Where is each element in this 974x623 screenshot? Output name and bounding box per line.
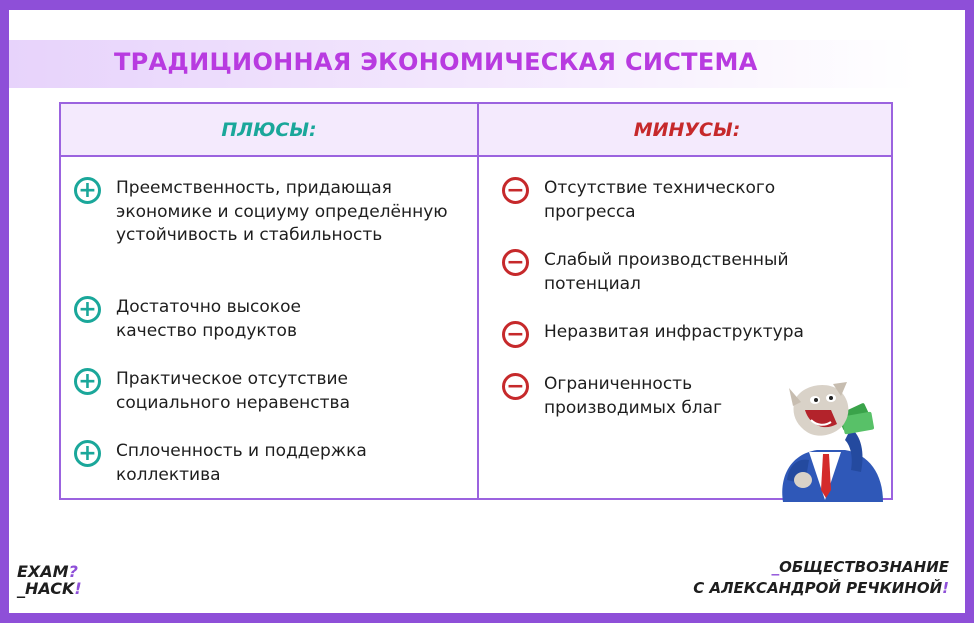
minus-icon: − [502, 249, 529, 276]
footer-mark: ! [942, 579, 949, 597]
mascot-illustration [765, 380, 889, 502]
plus-icon: + [74, 296, 101, 323]
minus-icon: − [502, 321, 529, 348]
column-divider [477, 104, 479, 498]
cons-item-text: Отсутствие технического прогресса [544, 178, 776, 222]
pros-item-text: Сплоченность и поддержка коллектива [116, 441, 367, 485]
pros-item [74, 177, 466, 248]
logo-line1: EXAM [17, 562, 69, 581]
logo-line2: _HACK [17, 579, 75, 598]
cons-item [502, 249, 882, 296]
course-caption [693, 557, 949, 599]
pros-item-text: Практическое отсутствие социального неравенства [116, 369, 350, 413]
footer-subject: ОБЩЕСТВОЗНАНИЕ [779, 558, 949, 576]
cons-item [502, 177, 882, 224]
minus-icon: − [502, 177, 529, 204]
pros-item [74, 296, 466, 343]
pros-header: ПЛЮСЫ: [221, 119, 317, 141]
cons-item-text: Слабый производственный потенциал [544, 250, 789, 294]
minus-icon: − [502, 373, 529, 400]
plus-icon: + [74, 177, 101, 204]
logo-line1-mark: ? [68, 562, 78, 581]
cons-item [502, 321, 892, 348]
plus-icon: + [74, 440, 101, 467]
pros-item [74, 440, 466, 487]
cons-item-text: Ограниченность производимых благ [544, 374, 723, 418]
logo-line2-mark: ! [74, 579, 82, 598]
cons-header: МИНУСЫ: [633, 119, 741, 141]
footer-underscore: _ [771, 558, 780, 576]
pros-item-text: Достаточно высокое качество продуктов [116, 297, 301, 341]
examhack-logo [17, 563, 82, 597]
cons-item-text: Неразвитая инфраструктура [544, 322, 804, 342]
pros-item-text: Преемственность, придающая экономике и социуму определённую устойчивость и стабильность [116, 178, 448, 245]
pros-item [74, 368, 466, 415]
plus-icon: + [74, 368, 101, 395]
footer-author: С АЛЕКСАНДРОЙ РЕЧКИНОЙ [693, 579, 943, 597]
page-title: ТРАДИЦИОННАЯ ЭКОНОМИЧЕСКАЯ СИСТЕМА [114, 48, 758, 76]
